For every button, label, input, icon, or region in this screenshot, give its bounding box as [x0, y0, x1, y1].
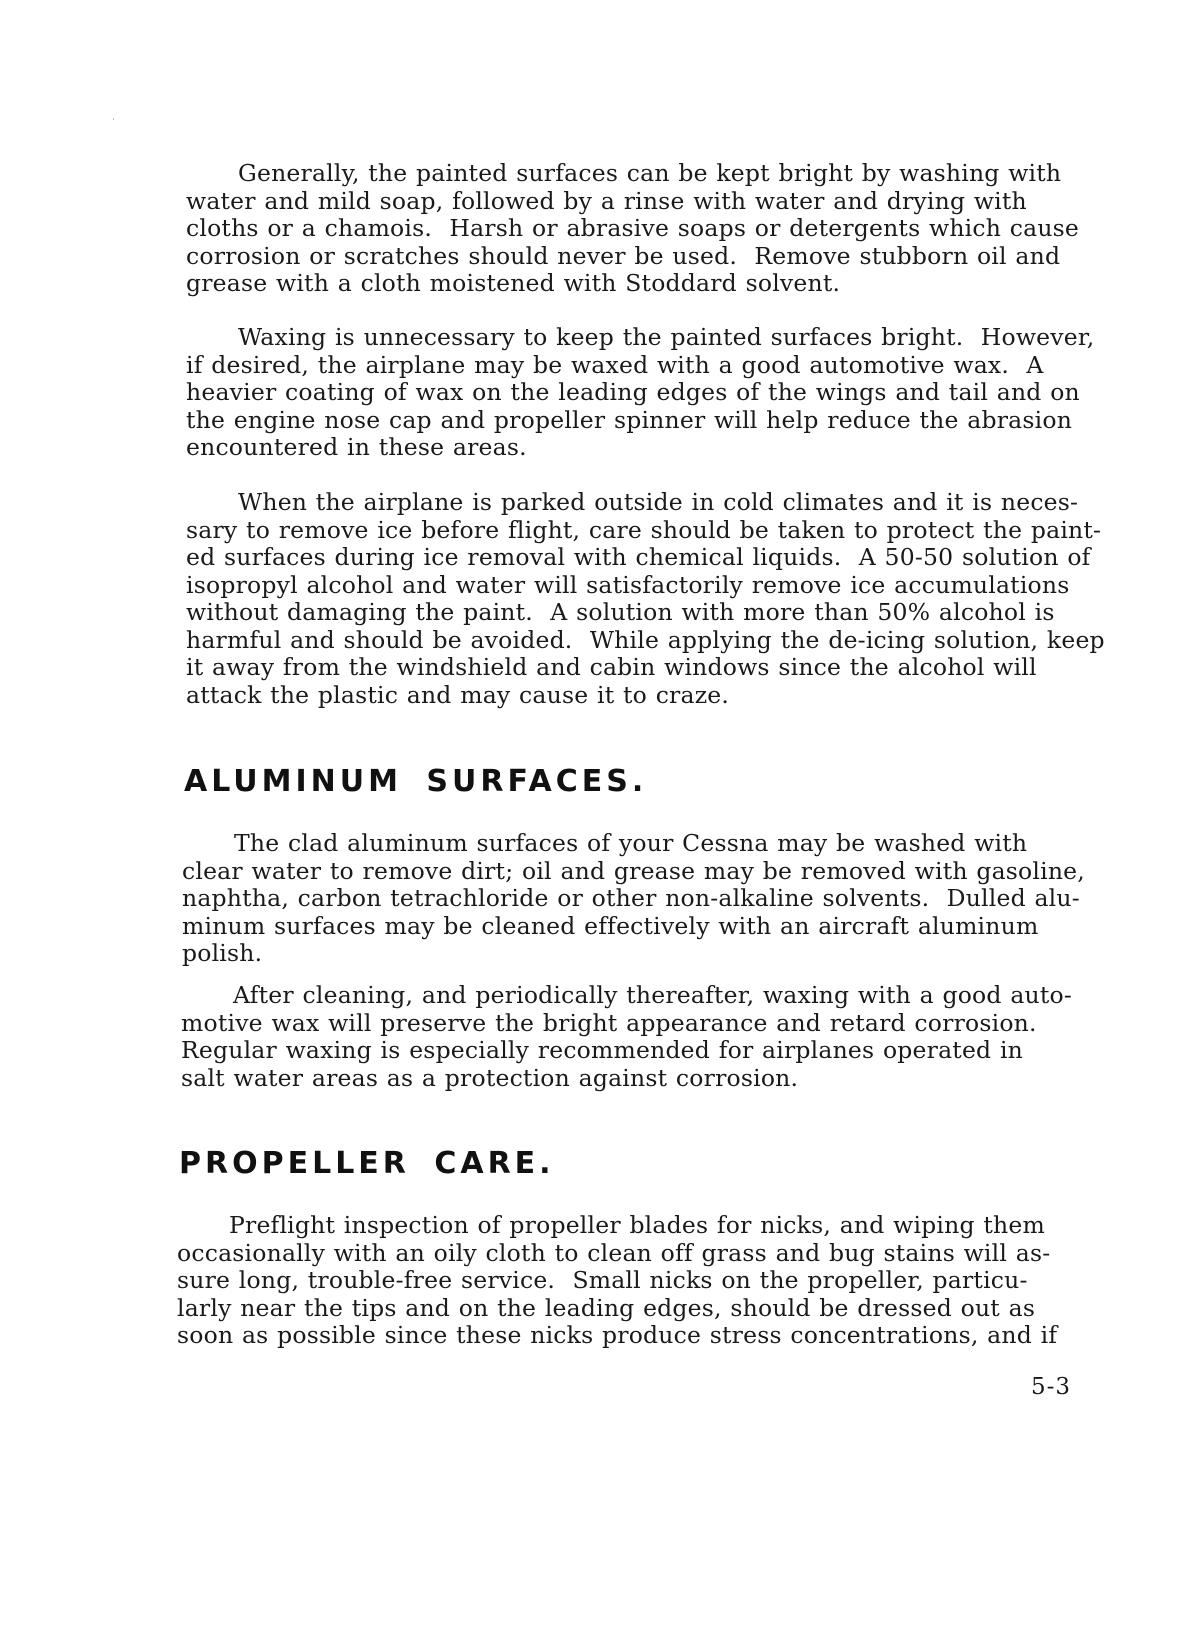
text-line: salt water areas as a protection against corrosion. — [181, 1063, 799, 1092]
text-line: ed surfaces during ice removal with chemical liquids. A 50-50 solution of — [186, 543, 1091, 571]
paragraph-aluminum-washing — [182, 830, 1087, 968]
text-line: Preflight inspection of propeller blades for nicks, and wiping them — [229, 1211, 1045, 1239]
text-line: sary to remove ice before flight, care should be taken to protect the paint- — [186, 515, 1102, 544]
text-line: The clad aluminum surfaces of your Cessna may be washed with — [234, 829, 1028, 857]
text-line: naphtha, carbon tetrachloride or other non-alkaline solvents. Dulled alu- — [182, 884, 1080, 912]
paragraph-aluminum-waxing — [181, 982, 1086, 1092]
text-line: isopropyl alcohol and water will satisfactorily remove ice accumulations — [186, 570, 1070, 599]
text-line: sure long, trouble-free service. Small nicks on the propeller, particu- — [177, 1266, 1028, 1294]
text-line: encountered in these areas. — [186, 433, 527, 461]
text-line: minum surfaces may be cleaned effectively with an aircraft aluminum — [182, 911, 1039, 940]
text-line: it away from the windshield and cabin windows since the alcohol will — [186, 653, 1037, 681]
section-heading-aluminum-surfaces: ALUMINUM SURFACES. — [184, 764, 648, 799]
text-line: Regular waxing is especially recommended for airplanes operated in — [181, 1036, 1024, 1064]
text-line: Waxing is unnecessary to keep the painted surfaces bright. However, — [238, 323, 1095, 351]
text-line: cloths or a chamois. Harsh or abrasive soaps or detergents which cause — [186, 214, 1080, 242]
text-line: corrosion or scratches should never be used. Remove stubborn oil and — [186, 241, 1061, 270]
text-line: When the airplane is parked outside in cold climates and it is neces- — [238, 488, 1079, 516]
scan-speck — [113, 118, 114, 120]
text-line: After cleaning, and periodically thereafter, waxing with a good auto- — [233, 981, 1073, 1009]
text-line: larly near the tips and on the leading edges, should be dressed out as — [177, 1293, 1036, 1322]
paragraph-painted-deicing — [186, 488, 1105, 709]
text-line: occasionally with an oily cloth to clean off grass and bug stains will as- — [177, 1238, 1051, 1267]
page-number: 5-3 — [1031, 1374, 1072, 1400]
text-line: Generally, the painted surfaces can be kept bright by washing with — [238, 159, 1062, 187]
text-line: soon as possible since these nicks produce stress concentrations, and if — [177, 1321, 1058, 1349]
text-line: polish. — [182, 939, 263, 967]
text-line: without damaging the paint. A solution with more than 50% alcohol is — [186, 598, 1055, 626]
section-heading-propeller-care: PROPELLER CARE. — [179, 1146, 555, 1181]
text-line: grease with a cloth moistened with Stoddard solvent. — [186, 269, 841, 297]
text-line: motive wax will preserve the bright appearance and retard corrosion. — [181, 1008, 1037, 1037]
text-line: the engine nose cap and propeller spinner will help reduce the abrasion — [186, 405, 1073, 434]
text-line: attack the plastic and may cause it to craze. — [186, 680, 730, 709]
text-line: if desired, the airplane may be waxed with a good automotive wax. A — [186, 350, 1044, 379]
text-line: heavier coating of wax on the leading edges of the wings and tail and on — [186, 378, 1080, 406]
paragraph-propeller-inspection — [177, 1212, 1087, 1350]
text-line: harmful and should be avoided. While applying the de-icing solution, keep — [186, 625, 1105, 654]
text-line: water and mild soap, followed by a rinse with water and drying with — [186, 186, 1027, 215]
paragraph-painted-washing — [186, 160, 1086, 298]
text-line: clear water to remove dirt; oil and grease may be removed with gasoline, — [182, 856, 1085, 885]
paragraph-painted-waxing — [186, 323, 1095, 462]
